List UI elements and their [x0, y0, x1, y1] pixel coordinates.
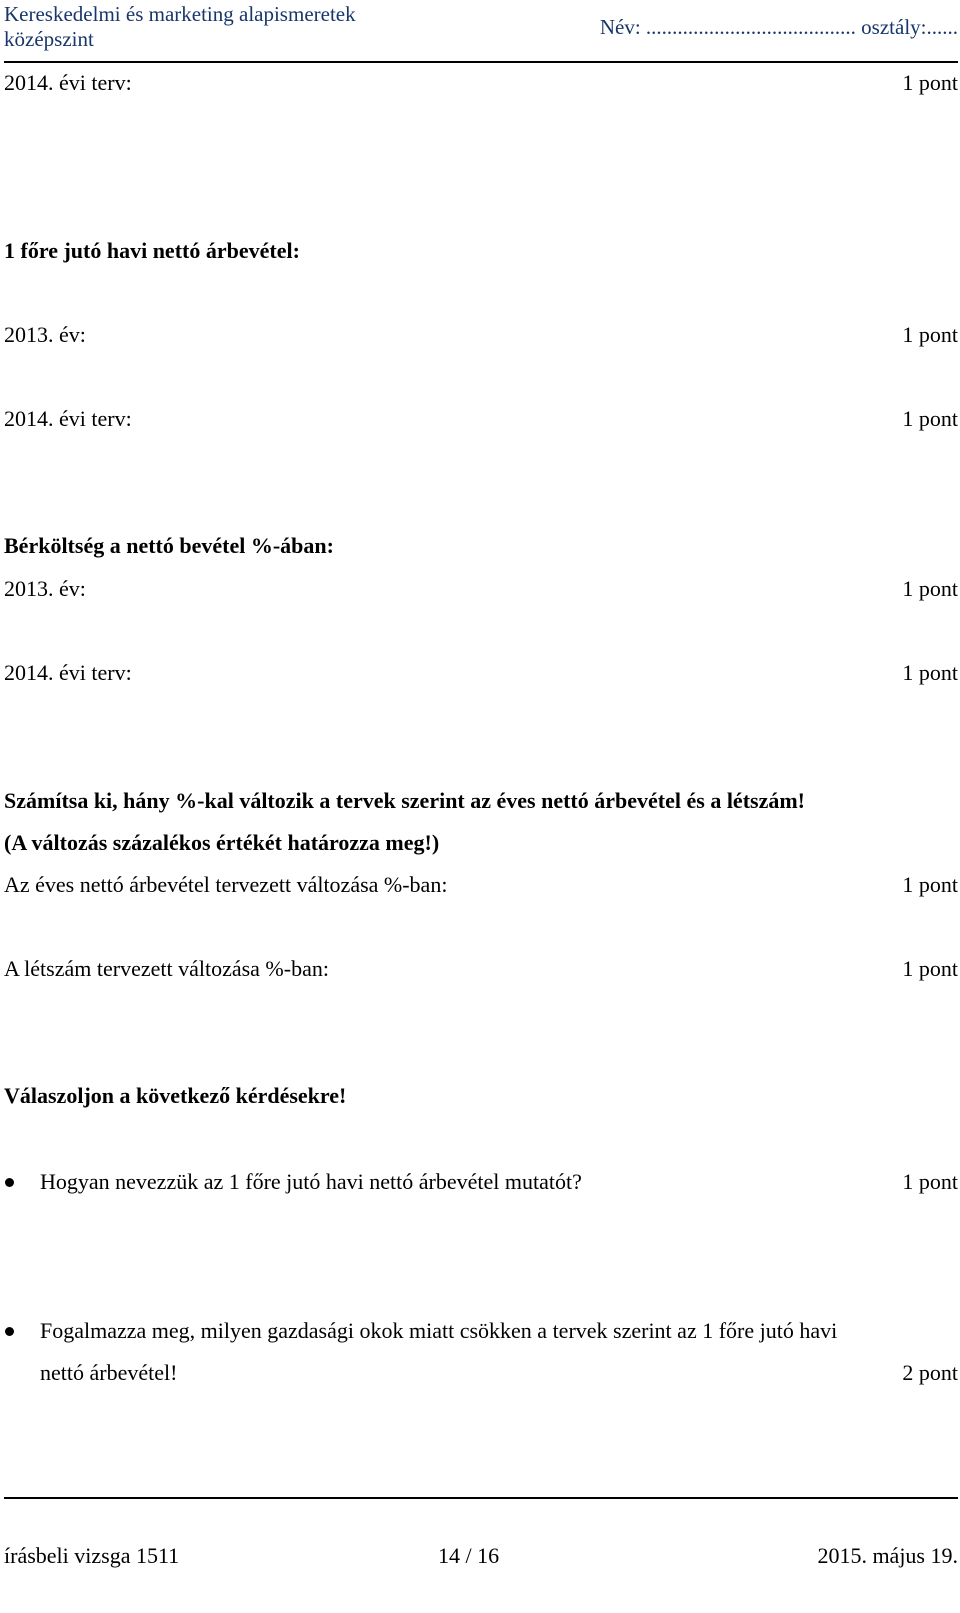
question-text: nettó árbevétel!	[40, 1360, 178, 1385]
points-label: 2 pont	[902, 1360, 958, 1385]
label-2014-plan: 2014. évi terv:	[4, 70, 132, 95]
question-text: (A változás százalékos értékét határozza meg!)	[4, 830, 440, 855]
name-class-field: Név: ........................................ osztály:......	[599, 15, 958, 39]
header-rule	[4, 61, 958, 63]
label-2013: 2013. év:	[4, 576, 86, 601]
question-text: Hogyan nevezzük az 1 főre jutó havi nettó árbevétel mutatót?	[40, 1169, 582, 1194]
item-label: A létszám tervezett változása %-ban:	[4, 956, 329, 981]
label-2013: 2013. év:	[4, 322, 86, 347]
section-title: Bérköltség a nettó bevétel %-ában:	[4, 533, 334, 558]
points-label: 1 pont	[902, 660, 958, 685]
points-label: 1 pont	[902, 322, 958, 347]
label-2014-plan: 2014. évi terv:	[4, 660, 132, 685]
points-label: 1 pont	[902, 70, 958, 95]
footer-rule	[4, 1497, 958, 1499]
subject-title: Kereskedelmi és marketing alapismeretek	[4, 2, 356, 26]
section-title: Válaszoljon a következő kérdésekre!	[4, 1083, 347, 1108]
bullet-icon	[5, 1178, 14, 1187]
label-2014-plan: 2014. évi terv:	[4, 406, 132, 431]
points-label: 1 pont	[902, 956, 958, 981]
item-label: Az éves nettó árbevétel tervezett változása %-ban:	[4, 872, 448, 897]
points-label: 1 pont	[902, 1169, 958, 1194]
page-number: 14 / 16	[438, 1543, 500, 1568]
exam-date: 2015. május 19.	[817, 1543, 958, 1568]
bullet-icon	[5, 1327, 14, 1336]
exam-code: írásbeli vizsga 1511	[4, 1543, 180, 1568]
question-text: Számítsa ki, hány %-kal változik a tervek szerint az éves nettó árbevétel és a létszám!	[4, 788, 806, 813]
section-title: 1 főre jutó havi nettó árbevétel:	[4, 238, 300, 263]
points-label: 1 pont	[902, 872, 958, 897]
points-label: 1 pont	[902, 576, 958, 601]
points-label: 1 pont	[902, 406, 958, 431]
question-text: Fogalmazza meg, milyen gazdasági okok miatt csökken a tervek szerint az 1 főre jutó havi	[40, 1318, 838, 1343]
level-label: középszint	[4, 27, 94, 51]
